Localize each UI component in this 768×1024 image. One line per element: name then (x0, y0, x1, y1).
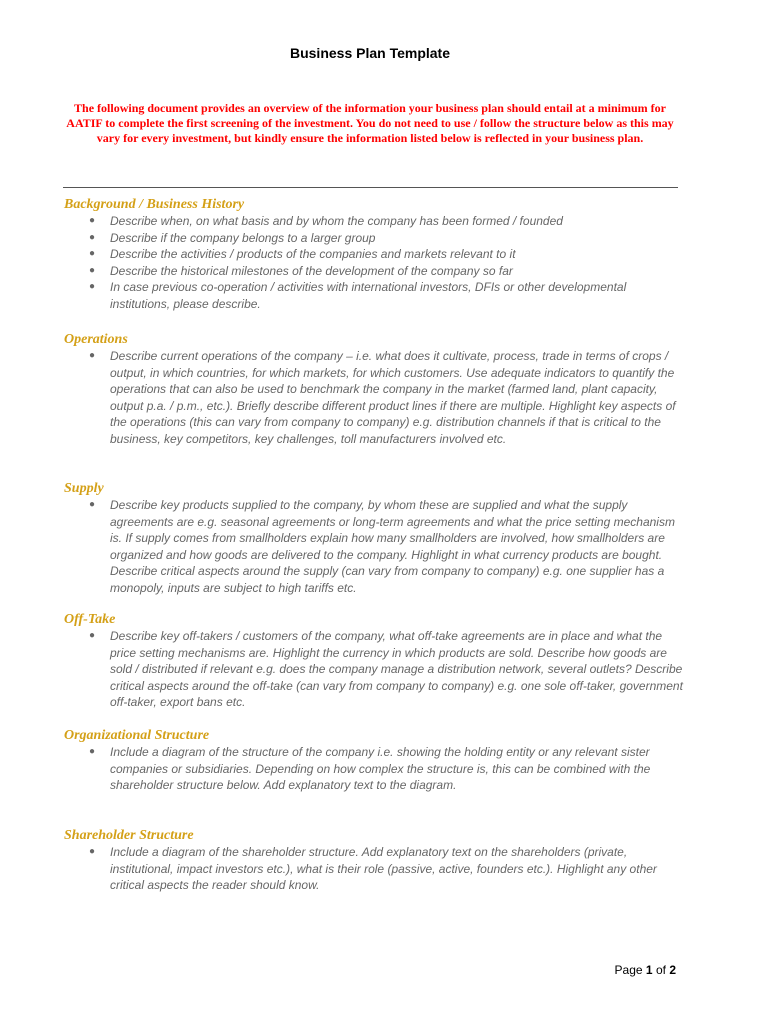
bullet-list (64, 213, 684, 312)
bullet-text: Describe the historical milestones of the development of the company so far (110, 263, 513, 278)
current-page: 1 (645, 963, 653, 977)
list-item (64, 628, 684, 711)
section-background-business-history (64, 196, 684, 312)
page-label: Page (614, 963, 643, 977)
bullet-text: Describe key off-takers / customers of the company, what off-take agreements are in place and what the price setting mechanisms are. Highlight the currency in which products are sold. Describe how goods are sold / distributed if relevant e.g. does the company manage a distribution network, several outlets? Describe critical aspects around the off-take (can vary from company to company) e.g. one sole off-taker, government off-taker, export bans etc. (110, 629, 683, 709)
bullet-icon: ● (89, 231, 96, 243)
section-heading: Operations (64, 332, 128, 347)
of-label: of (655, 963, 666, 977)
list-item (64, 213, 684, 230)
section-heading: Background / Business History (64, 197, 245, 212)
list-item (64, 263, 684, 280)
bullet-text: Include a diagram of the shareholder structure. Add explanatory text on the shareholders (private, institutional, impact investors etc.), what is their role (passive, active, founders etc.). Highlight any other critical aspects the reader should know. (110, 845, 657, 892)
bullet-list (64, 348, 684, 447)
bullet-icon: ● (89, 264, 96, 276)
section-heading: Organizational Structure (64, 728, 210, 743)
list-item (64, 497, 684, 596)
section-operations (64, 331, 684, 447)
bullet-text: Describe the activities / products of the companies and markets relevant to it (110, 247, 516, 261)
list-item (64, 279, 684, 312)
bullet-text: Describe when, on what basis and by whom the company has been formed / founded (110, 214, 563, 228)
bullet-icon: ● (89, 630, 96, 641)
section-organizational-structure (64, 727, 684, 794)
bullet-text: Describe if the company belongs to a larger group (110, 230, 376, 245)
intro-paragraph: The following document provides an overview of the information your business plan should entail at a minimum for AATIF to complete the first screening of the investment. You do not need to use / follow the structure below as this may vary for every investment, but kindly ensure the information listed below is reflected in your business plan. (66, 101, 674, 145)
bullet-icon: ● (89, 281, 96, 292)
bullet-icon: ● (89, 248, 96, 259)
bullet-list (64, 744, 684, 794)
section-shareholder-structure (64, 827, 684, 894)
section-supply (64, 480, 684, 596)
section-heading: Shareholder Structure (64, 828, 194, 843)
horizontal-divider (63, 187, 678, 188)
bullet-icon: ● (89, 746, 96, 757)
document-title: Business Plan Template (289, 45, 450, 61)
list-item (64, 744, 684, 794)
bullet-icon: ● (89, 499, 96, 510)
section-heading: Off-Take (64, 612, 116, 627)
bullet-icon: ● (89, 350, 96, 361)
list-item (64, 246, 684, 263)
section-heading: Supply (64, 481, 104, 496)
list-item (64, 348, 684, 447)
bullet-list (64, 497, 684, 596)
total-pages: 2 (669, 963, 676, 977)
bullet-list (64, 628, 684, 711)
bullet-icon: ● (89, 846, 96, 857)
list-item (64, 230, 684, 247)
list-item (64, 844, 684, 894)
bullet-list (64, 844, 684, 894)
bullet-text: Describe key products supplied to the company, by whom these are supplied and what the supply agreements are e.g. seasonal agreements or long-term agreements and what the price setting mechanism is. If supply comes from smallholders explain how many smallholders are involved, how smallholders are organized and how goods are delivered to the company. Highlight in what currency products are bought. Describe critical aspects around the supply (can vary from company to company) e.g. one supplier has a monopoly, inputs are subject to high tariffs etc. (110, 498, 675, 595)
bullet-icon: ● (89, 215, 96, 226)
bullet-text: In case previous co-operation / activities with international investors, DFIs or other developmental institutions, please describe. (110, 280, 627, 311)
bullet-text: Describe current operations of the company – i.e. what does it cultivate, process, trade in terms of crops / output, in which countries, for which markets, for which customers. Use adequate indicators to quantify the operations that can also be used to benchmark the company in the market (farmed land, plant capacity, output p.a. / p.m., etc.). Briefly describe different product lines if there are multiple. Highlight key aspects of the operations (this can vary from company to company) e.g. distribution channels if that is critical to the business, key competitors, key challenges, toll manufacturers involved etc. (110, 349, 676, 446)
bullet-text: Include a diagram of the structure of the company i.e. showing the holding entity or any relevant sister companies or subsidiaries. Depending on how complex the structure is, this can be combined with the shareholder structure below. Add explanatory text to the diagram. (110, 745, 651, 792)
section-off-take (64, 611, 684, 711)
page-number (560, 963, 676, 977)
